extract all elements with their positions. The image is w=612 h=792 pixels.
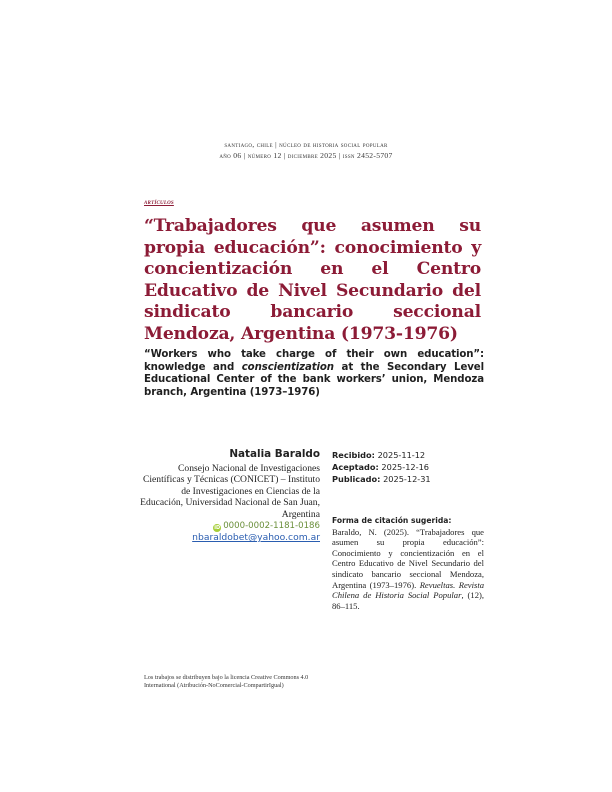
citation-text-part2: , (12), 86–115. bbox=[332, 590, 485, 611]
received-date: 2025-11-12 bbox=[377, 450, 426, 460]
published-date: 2025-12-31 bbox=[383, 474, 431, 484]
published-label: Publicado: bbox=[332, 474, 381, 484]
journal-header bbox=[0, 139, 612, 161]
orcid-icon: iD bbox=[214, 524, 221, 531]
author-email-link[interactable]: nbaraldobet@yahoo.com.ar bbox=[192, 532, 320, 544]
published-date-row bbox=[332, 473, 431, 485]
author-name: Natalia Baraldo bbox=[229, 448, 320, 460]
article-title: “Trabajadores que asumen su propia educación”: conocimiento y concientización en el Centro Educativo de Nivel Secundario del sindicato bancario seccional Mendoza, Argentina (1973-1976) bbox=[144, 216, 481, 344]
publication-dates bbox=[332, 449, 431, 485]
header-location-line: santiago, chile | núcleo de historia social popular bbox=[224, 140, 388, 149]
header-issue-line: año 06 | número 12 | diciembre 2025 | issn 2452-5707 bbox=[219, 151, 393, 160]
citation-text-part1: Baraldo, N. (2025). “Trabajadores que asumen su propia educación”: Conocimiento y concientización en el Centro Educativo de Nivel Secundario del sindicato bancario seccional Mendoza, Argentina (1973–1976). bbox=[332, 526, 484, 590]
accepted-date: 2025-12-16 bbox=[381, 462, 430, 472]
author-affiliation: Consejo Nacional de Investigaciones Científicas y Técnicas (CONICET) – Instituto de Investigaciones en Ciencias de la Educación, Universidad Nacional de San Juan, Argentina bbox=[140, 462, 320, 520]
orcid-line[interactable] bbox=[140, 521, 320, 533]
accepted-date-row bbox=[332, 461, 431, 473]
subtitle-part2: at the Secondary Level Educational Center of the bank workers’ union, Mendoza branch, Argentina (1973–1976) bbox=[144, 361, 484, 398]
citation-label: Forma de citación sugerida: bbox=[332, 516, 452, 525]
subtitle-emphasis: conscientization bbox=[241, 361, 334, 373]
license-note: Los trabajos se distribuyen bajo la licencia Creative Commons 4.0 International (Atribución-NoComercial-CompartirIgual) bbox=[144, 674, 309, 689]
citation-journal: Revueltas. Revista Chilena de Historia Social Popular bbox=[332, 579, 484, 601]
subtitle-part1: “Workers who take charge of their own education”: knowledge and bbox=[144, 349, 484, 373]
author-block bbox=[140, 449, 320, 544]
received-date-row bbox=[332, 449, 431, 461]
citation-text bbox=[332, 527, 484, 612]
received-label: Recibido: bbox=[332, 450, 375, 460]
suggested-citation bbox=[332, 516, 484, 611]
accepted-label: Aceptado: bbox=[332, 462, 379, 472]
article-subtitle-english bbox=[144, 349, 484, 399]
section-label: artículos bbox=[144, 198, 174, 206]
orcid-id[interactable]: 0000-0002-1181-0186 bbox=[223, 520, 320, 531]
